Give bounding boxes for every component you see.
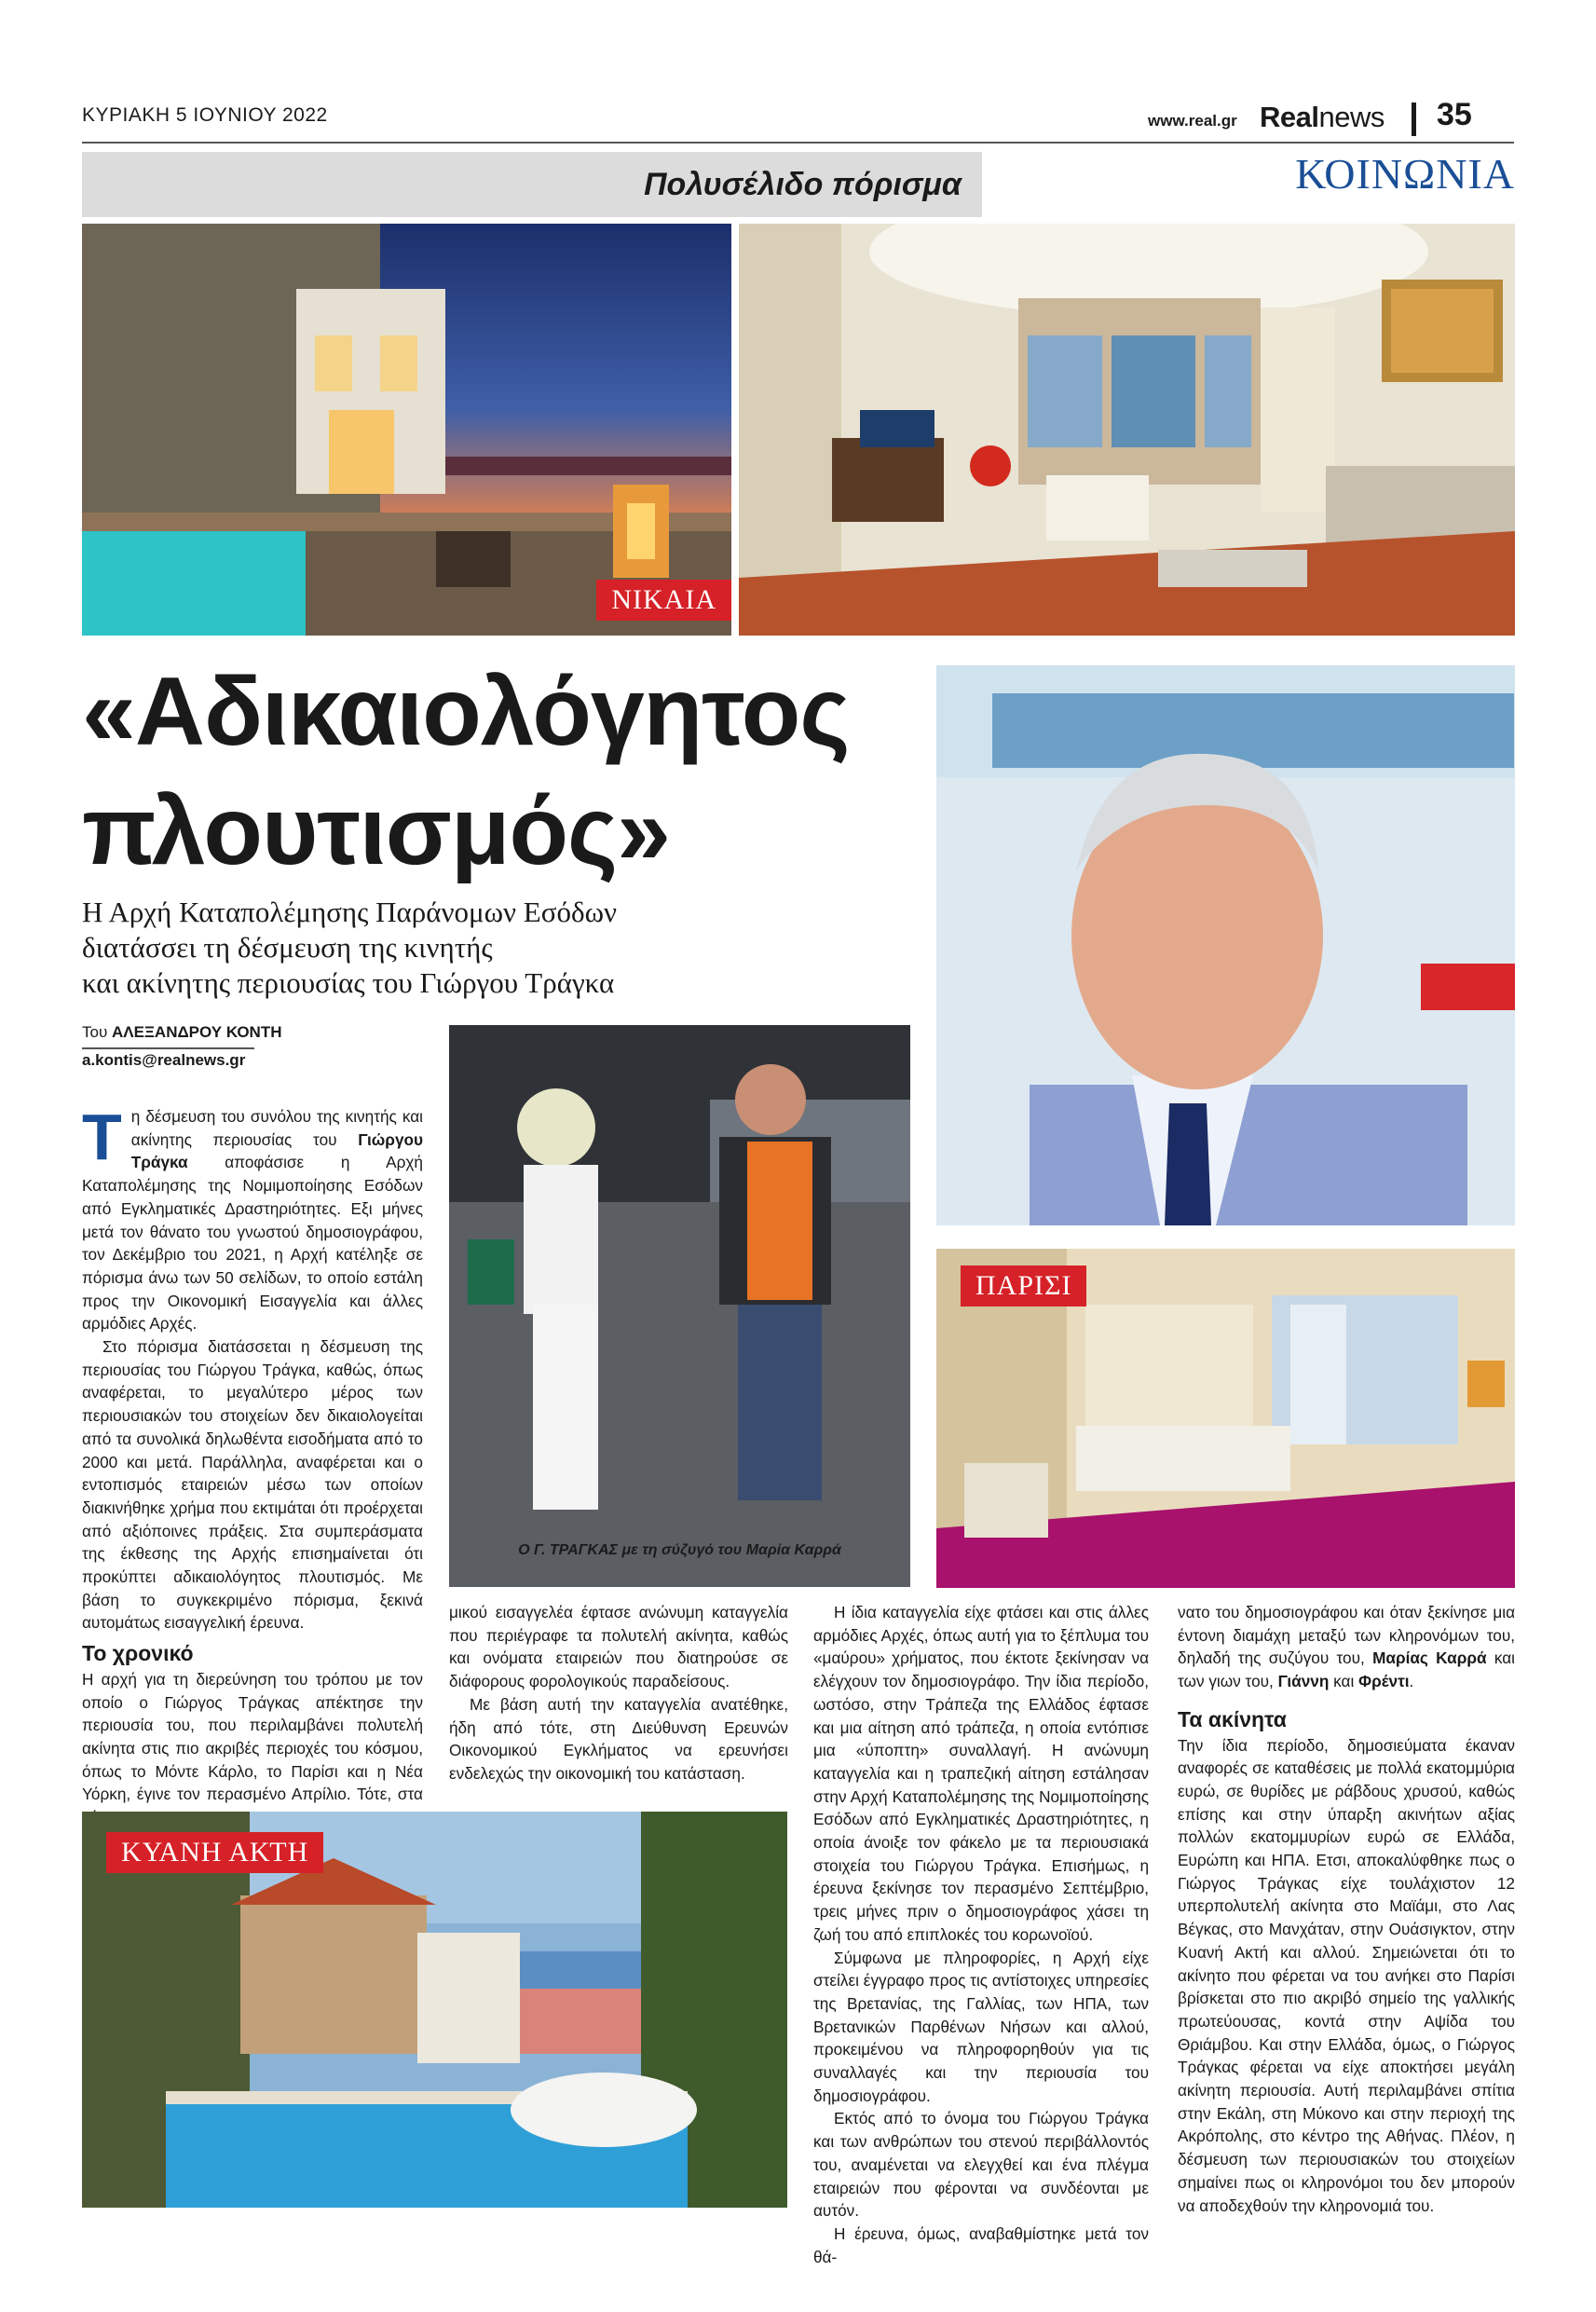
section-title: ΚΟΙΝΩΝΙΑ bbox=[1295, 150, 1515, 198]
photo-nice-living-room bbox=[739, 224, 1515, 636]
byline-rule bbox=[82, 1047, 254, 1049]
column-1-paragraph-1 bbox=[82, 1101, 423, 1335]
col4-p1-g: . bbox=[1409, 1672, 1414, 1691]
issue-date: ΚΥΡΙΑΚΗ 5 ΙΟΥΝΙΟΥ 2022 bbox=[82, 104, 328, 126]
column-2-paragraph-2: Με βάση αυτή την καταγγελία ανατέθηκε, ήδη από τότε, στη Διεύθυνση Ερευνών Οικονομικού Εγκλήματος να ερευνήσει ενδελεχώς την οικονομική του κατάσταση. bbox=[449, 1694, 788, 1783]
deck-line-2: διατάσσει τη δέσμευση της κινητής bbox=[82, 931, 493, 964]
deck-line-1: Η Αρχή Καταπολέμησης Παράνομων Εσόδων bbox=[82, 896, 617, 928]
site-url[interactable]: www.real.gr bbox=[1148, 112, 1237, 130]
column-1-paragraph-2: Στο πόρισμα διατάσσεται η δέσμευση της περιουσίας του Γιώργου Τράγκα, καθώς, όπως αναφέρεται, το μεγαλύτερο μέρος των περιουσιακών του στοιχείων δεν δικαιολογείται από τα συνολικά δηλωθέντα εισοδήματα από το 2000 και μετά. Παράλληλα, αναφέρεται και ο εντοπισμός εταιρειών μέσω των οποίων διακινήθηκε χρήμα που εκτιμάται ότι προέρχεται από αξιόποινες πράξεις. Στα συμπεράσματα της έκθεσης της Αρχής επισημαίνεται ότι προκύπτει αδικαιολόγητος πλουτισμός. Με βάση το συγκεκριμένο πόρισμα, ξεκινά αυτομάτως εισαγγελική έρευνα. bbox=[82, 1337, 423, 1633]
column-2-paragraph-1: μικού εισαγγελέα έφτασε ανώνυμη καταγγελία που περιέγραφε τα πολυτελή ακίνητα, καθώς και ονόματα εταιρειών που διατηρούσε σε διάφορους φορολογικούς παραδείσους. bbox=[449, 1603, 788, 1691]
dropcap: Τ bbox=[82, 1101, 122, 1173]
column-3-paragraph-2: Σύμφωνα με πληροφορίες, η Αρχή είχε στείλει έγγραφο προς τις αντίστοιχες υπηρεσίες της Βρετανίας, της Γαλλίας, των ΗΠΑ, των Βρετανικών Παρθένων Νήσων και αλλού, προκειμένου να πληροφορηθούν για τις συναλλαγές και την περιουσία του δημοσιογράφου. bbox=[813, 1948, 1149, 2105]
article-column-4 bbox=[1178, 1601, 1515, 2217]
page-number: 35 bbox=[1437, 97, 1472, 132]
subhead-chronicle: Το χρονικό bbox=[82, 1641, 194, 1666]
header-rule bbox=[82, 142, 1514, 144]
tag-nice: ΝΙΚΑΙΑ bbox=[596, 580, 731, 621]
col4-p1-c: και των γιων του, bbox=[1178, 1648, 1515, 1691]
byline-prefix: Του bbox=[82, 1023, 108, 1041]
col4-p1-son1: Γιάννη bbox=[1277, 1672, 1330, 1691]
column-4-paragraph-2: Την ίδια περίοδο, δημοσιεύματα έκαναν αναφορές σε καταθέσεις με πολλά εκατομμύρια ευρώ, σε θυρίδες με ράβδους χρυσού, καθώς επίσης και στην ύπαρξη ακινήτων αξίας πολλών εκατομμυρίων ευρώ σε Ελλάδα, Ευρώπη και ΗΠΑ. Ετσι, αποκαλύφθηκε πως ο Γιώργος Τράγκας είχε τουλάχιστον 12 υπερπολυτελή ακίνητα στο Μαϊάμι, στο Λας Βέγκας, στο Μανχάταν, στην Ουάσιγκτον, στην Κυανή Ακτή και αλλού. Σημειώνεται ότι το ακίνητο που φέρεται να του ανήκει στο Παρίσι βρίσκεται στο πιο ακριβό σημείο της γαλλικής πρωτεύουσας, κοντά στην Αψίδα του Θριάμβου. Και στην Ελλάδα, όμως, ο Γιώργος Τράγκας φέρεται να είχε αποκτήσει μεγάλη ακίνητη περιουσία. Αυτή περιλαμβάνει σπίτια στην Εκάλη, στη Μύκονο και στην περιοχή της Ακρόπολης, στο κέντρο της Αθήνας. Πλέον, η δέσμευση των περιουσιακών του στοιχείων σημαίνει πως οι κληρονόμοι του δεν μπορούν να αποδεχθούν την κληρονομιά του. bbox=[1178, 1735, 1515, 2215]
photo-couple bbox=[449, 1025, 910, 1587]
byline bbox=[82, 1023, 282, 1042]
headline-line-2: πλουτισμός» bbox=[82, 777, 670, 885]
column-3-paragraph-1: Η ίδια καταγγελία είχε φτάσει και στις άλλες αρμόδιες Αρχές, όπως αυτή για το ξέπλυμα του «μαύρου» χρήματος, που έκτοτε ξεκίνησαν να ελέγχουν τον δημοσιογράφο. Την ίδια περίοδο, ωστόσο, στην Τράπεζα της Ελλάδος έφτασε και μια αίτηση από τράπεζα, η οποία εντόπισε μια «ύποπτη» συναλλαγή. Η ανώνυμη καταγγελία και η τραπεζική αίτηση εστάλησαν στην Αρχή Καταπολέμησης της Νομιμοποίησης Εσόδων από Εγκληματικές Δραστηριότητες, η οποία άνοιξε τον φάκελο με τα περιουσιακά στοιχεία του Γιώργου Τράγκα. Επισήμως, η έρευνα ξεκίνησε τον περασμένο Σεπτέμβριο, τρεις μήνες πριν ο δημοσιογράφος χάσει τη ζωή του από επιπλοκές του κορωνοϊού. bbox=[813, 1603, 1149, 1944]
caption-rest: με τη σύζυγό του Μαρία Καρρά bbox=[621, 1542, 841, 1558]
article-column-2 bbox=[449, 1601, 788, 1785]
col4-p1-a: νατο του δημοσιογράφου και όταν ξεκίνησε μια έντονη διαμάχη μεταξύ των κληρονόμων του, δηλαδή της συζύγου του, bbox=[1178, 1603, 1515, 1668]
col4-p1-wife: Μαρίας Καρρά bbox=[1372, 1648, 1487, 1668]
column-4-paragraph-1 bbox=[1178, 1601, 1515, 1693]
deck bbox=[82, 895, 921, 1001]
author-email[interactable]: a.kontis@realnews.gr bbox=[82, 1051, 246, 1069]
article-column-3 bbox=[813, 1601, 1149, 2268]
subhead-property: Τα ακίνητα bbox=[1178, 1706, 1287, 1731]
col4-p1-e: και bbox=[1329, 1672, 1359, 1691]
deck-line-3: και ακίνητης περιουσίας του Γιώργου Τράγκα bbox=[82, 966, 615, 999]
column-1-paragraph-3: Η αρχή για τη διερεύνηση του τρόπου με τον οποίο ο Γιώργος Τράγκας απέκτησε την περιουσία του, που περιλαμβάνει πολυτελή ακίνητα στις πιο ακριβές περιοχές του κόσμου, όπως το Μόντε Κάρλο, το Παρίσι και η Νέα Υόρκη, έγινε τον περασμένο Απρίλιο. Τότε, στα bbox=[82, 1669, 423, 1804]
column-3-paragraph-4: Η έρευνα, όμως, αναβαθμίστηκε μετά τον θά- bbox=[813, 2223, 1149, 2266]
photo-nice-terrace bbox=[82, 224, 731, 636]
headline-line-1: «Αδικαιολόγητος bbox=[82, 658, 850, 766]
topic-banner-text: Πολυσέλιδο πόρισμα bbox=[644, 167, 962, 202]
headline bbox=[82, 652, 939, 891]
photo-couple-caption bbox=[486, 1542, 873, 1559]
col1-p1-name: Γιώργου Τράγκα bbox=[130, 1129, 423, 1172]
tag-paris: ΠΑΡΙΣΙ bbox=[961, 1265, 1086, 1306]
topic-banner bbox=[82, 152, 982, 217]
brand-logo bbox=[1260, 101, 1385, 134]
caption-bold: Ο Γ. ΤΡΑΓΚΑΣ bbox=[518, 1542, 618, 1558]
brand-light: news bbox=[1318, 101, 1385, 133]
header-divider bbox=[1412, 103, 1416, 136]
photo-paris-bedroom bbox=[936, 1249, 1515, 1588]
col4-p1-son2: Φρέντι bbox=[1358, 1672, 1410, 1691]
col1-p1-end: αποφάσισε η Αρχή Καταπολέμησης της Νομιμοποίησης Εσόδων από Εγκληματικές Δραστηριότητες. Εξι μήνες μετά τον θάνατο του γνωστού δημοσιογράφου, τον Δεκέμβριο του 2021, η Αρχή κατέληξε σε πόρισμα άνω των 50 σελίδων, το οποίο εστάλη προς την Οικονομική Εισαγγελία και άλλες αρμόδιες Αρχές. bbox=[82, 1153, 423, 1334]
column-3-paragraph-3: Εκτός από το όνομα του Γιώργου Τράγκα και των ανθρώπων του στενού περιβάλλοντός του, αναμένεται να ελεγχθεί και ένα πλέγμα εταιρειών που φέρονται να συνδέονται με αυτόν. bbox=[813, 2109, 1149, 2221]
article-column-1 bbox=[82, 1101, 423, 1829]
photo-portrait-tragkas bbox=[936, 665, 1515, 1225]
tag-blue-coast: ΚΥΑΝΗ ΑΚΤΗ bbox=[106, 1832, 323, 1873]
col1-p1-start: η δέσμευση του συνόλου της κινητής και ακίνητης περιουσίας του bbox=[130, 1107, 423, 1149]
photo-blue-coast-villa bbox=[82, 1812, 787, 2208]
brand-bold: Real bbox=[1260, 101, 1319, 133]
byline-author: ΑΛΕΞΑΝΔΡΟΥ ΚΟΝΤΗ bbox=[112, 1023, 282, 1041]
